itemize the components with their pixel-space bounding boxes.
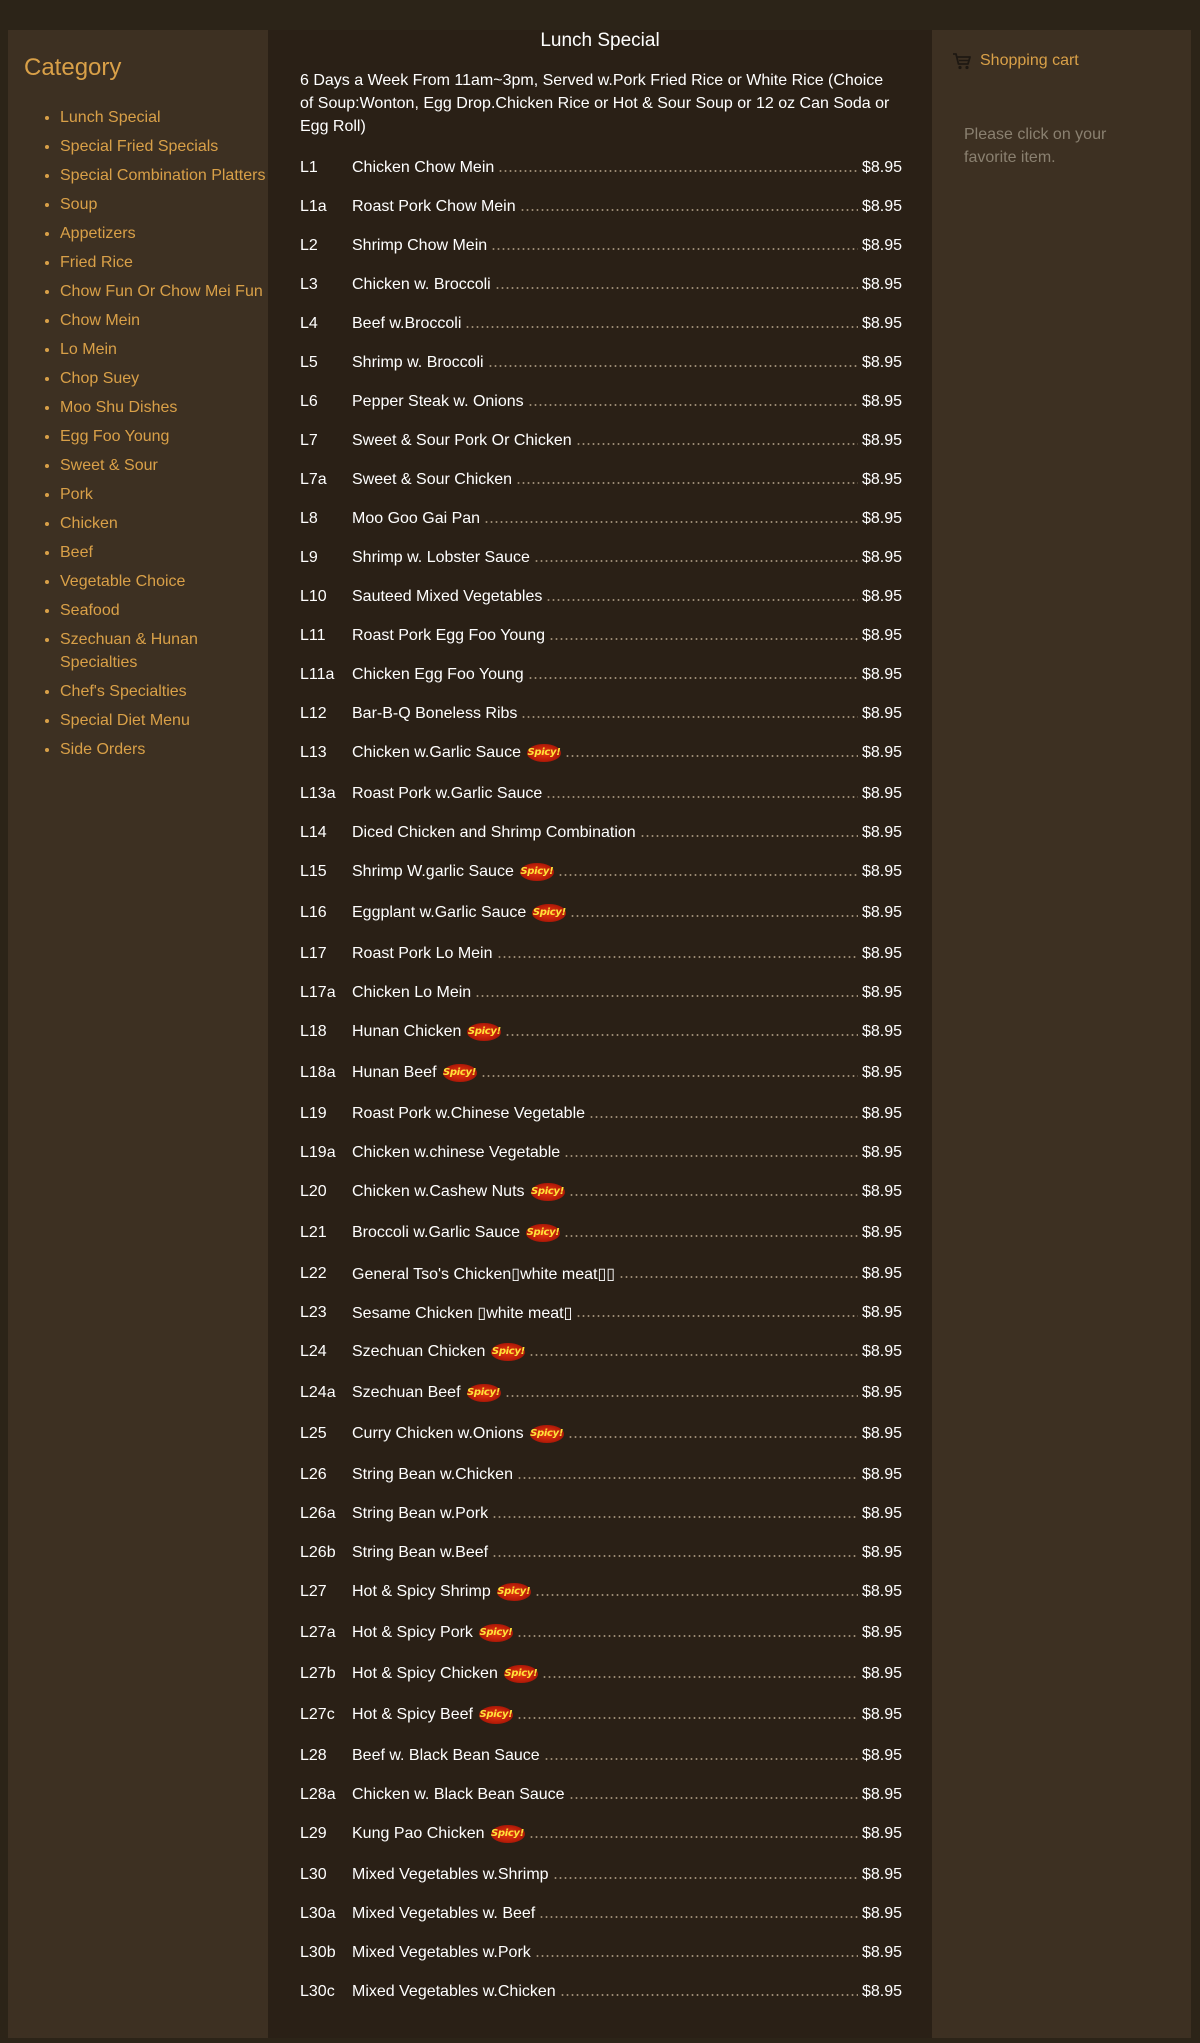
item-name: Shrimp Chow Mein bbox=[352, 237, 488, 254]
dot-leader bbox=[549, 638, 858, 640]
dot-leader bbox=[517, 1477, 858, 1479]
menu-item-row[interactable] bbox=[300, 1062, 902, 1084]
dot-leader bbox=[564, 1235, 858, 1237]
menu-item-row[interactable] bbox=[300, 157, 902, 179]
item-code: L27b bbox=[300, 1665, 336, 1682]
item-name: Chicken w.Garlic Sauce bbox=[352, 744, 521, 761]
dot-leader bbox=[517, 1717, 858, 1719]
item-price: $8.95 bbox=[861, 1866, 902, 1883]
item-price: $8.95 bbox=[861, 1425, 902, 1442]
dot-leader bbox=[505, 1395, 858, 1397]
spicy-badge-icon: Spicy! bbox=[527, 744, 561, 762]
item-code: L2 bbox=[300, 237, 318, 254]
category-link[interactable]: • Sweet & Sour bbox=[60, 454, 270, 477]
item-code: L30b bbox=[300, 1944, 336, 1961]
dot-leader bbox=[546, 796, 858, 798]
item-price: $8.95 bbox=[861, 744, 902, 761]
item-code: L24 bbox=[300, 1343, 327, 1360]
category-link[interactable]: • Seafood bbox=[60, 599, 270, 622]
item-name: Szechuan Beef bbox=[352, 1384, 461, 1401]
dot-leader bbox=[568, 1436, 858, 1438]
item-name: Sesame Chicken ▯white meat▯ bbox=[352, 1305, 573, 1322]
dot-leader bbox=[481, 1075, 858, 1077]
item-code: L12 bbox=[300, 705, 327, 722]
item-price: $8.95 bbox=[861, 1983, 902, 2000]
menu-item-row[interactable] bbox=[300, 1745, 902, 1767]
item-price: $8.95 bbox=[861, 198, 902, 215]
dot-leader bbox=[491, 248, 858, 250]
item-price: $8.95 bbox=[861, 863, 902, 880]
category-sidebar bbox=[8, 30, 268, 2038]
item-code: L20 bbox=[300, 1183, 327, 1200]
item-price: $8.95 bbox=[861, 393, 902, 410]
spicy-badge-icon: Spicy! bbox=[491, 1825, 525, 1843]
item-name: Diced Chicken and Shrimp Combination bbox=[352, 824, 636, 841]
item-name: Bar-B-Q Boneless Ribs bbox=[352, 705, 518, 722]
menu-panel bbox=[268, 30, 932, 2038]
menu-item-row[interactable] bbox=[300, 274, 902, 296]
item-code: L25 bbox=[300, 1425, 327, 1442]
menu-item-row[interactable] bbox=[300, 822, 902, 844]
dot-leader bbox=[517, 1635, 858, 1637]
item-price: $8.95 bbox=[861, 510, 902, 527]
category-link[interactable]: • Side Orders bbox=[60, 738, 270, 761]
menu-item-row[interactable] bbox=[300, 1542, 902, 1564]
item-code: L9 bbox=[300, 549, 318, 566]
category-link[interactable]: • Special Fried Specials bbox=[60, 135, 270, 158]
menu-item-row[interactable] bbox=[300, 1663, 902, 1685]
menu-item-row[interactable] bbox=[300, 1021, 902, 1043]
dot-leader bbox=[576, 1315, 858, 1317]
menu-item-row[interactable] bbox=[300, 783, 902, 805]
dot-leader bbox=[528, 677, 858, 679]
dot-leader bbox=[475, 995, 858, 997]
item-code: L28a bbox=[300, 1786, 336, 1803]
item-price: $8.95 bbox=[861, 159, 902, 176]
menu-item-row[interactable] bbox=[300, 1622, 902, 1644]
item-price: $8.95 bbox=[861, 237, 902, 254]
menu-item-row[interactable] bbox=[300, 1222, 902, 1244]
category-link[interactable]: • Soup bbox=[60, 193, 270, 216]
item-price: $8.95 bbox=[861, 588, 902, 605]
spicy-badge-icon: Spicy! bbox=[467, 1384, 501, 1402]
menu-item-row[interactable] bbox=[300, 625, 902, 647]
item-price: $8.95 bbox=[861, 1747, 902, 1764]
menu-item-row[interactable] bbox=[300, 586, 902, 608]
item-price: $8.95 bbox=[861, 1343, 902, 1360]
dot-leader bbox=[488, 365, 858, 367]
item-name: Chicken w.chinese Vegetable bbox=[352, 1144, 561, 1161]
item-code: L30a bbox=[300, 1905, 336, 1922]
item-name: Chicken Egg Foo Young bbox=[352, 666, 524, 683]
item-code: L27c bbox=[300, 1706, 335, 1723]
item-name: Roast Pork Lo Mein bbox=[352, 945, 493, 962]
item-code: L26 bbox=[300, 1466, 327, 1483]
item-name: Mixed Vegetables w.Chicken bbox=[352, 1983, 556, 2000]
item-name: Beef w.Broccoli bbox=[352, 315, 462, 332]
item-code: L24a bbox=[300, 1384, 336, 1401]
dot-leader bbox=[535, 1594, 858, 1596]
item-name: Eggplant w.Garlic Sauce bbox=[352, 904, 527, 921]
item-name: Sweet & Sour Pork Or Chicken bbox=[352, 432, 572, 449]
item-price: $8.95 bbox=[861, 1023, 902, 1040]
category-link[interactable]: • Chef's Specialties bbox=[60, 680, 270, 703]
menu-item-row[interactable] bbox=[300, 469, 902, 491]
dot-leader bbox=[542, 1676, 858, 1678]
menu-item-row[interactable] bbox=[300, 1382, 902, 1404]
item-code: L4 bbox=[300, 315, 318, 332]
item-name: Curry Chicken w.Onions bbox=[352, 1425, 524, 1442]
menu-item-row[interactable] bbox=[300, 1302, 902, 1324]
item-price: $8.95 bbox=[861, 1624, 902, 1641]
category-link[interactable]: • Fried Rice bbox=[60, 251, 270, 274]
item-price: $8.95 bbox=[861, 1304, 902, 1321]
category-link[interactable]: • Egg Foo Young bbox=[60, 425, 270, 448]
spicy-badge-icon: Spicy! bbox=[479, 1624, 513, 1642]
item-name: Hot & Spicy Beef bbox=[352, 1706, 473, 1723]
menu-item-row[interactable] bbox=[300, 1864, 902, 1886]
item-code: L10 bbox=[300, 588, 327, 605]
item-code: L18a bbox=[300, 1064, 336, 1081]
item-code: L8 bbox=[300, 510, 318, 527]
item-price: $8.95 bbox=[861, 1706, 902, 1723]
item-price: $8.95 bbox=[861, 354, 902, 371]
dot-leader bbox=[569, 1797, 858, 1799]
item-code: L13 bbox=[300, 744, 327, 761]
item-code: L21 bbox=[300, 1224, 327, 1241]
menu-item-row[interactable] bbox=[300, 1103, 902, 1125]
dot-leader bbox=[498, 170, 858, 172]
item-price: $8.95 bbox=[861, 315, 902, 332]
item-price: $8.95 bbox=[861, 549, 902, 566]
dot-leader bbox=[521, 716, 858, 718]
item-price: $8.95 bbox=[861, 1265, 902, 1282]
dot-leader bbox=[564, 1155, 858, 1157]
menu-item-row[interactable] bbox=[300, 1581, 902, 1603]
item-code: L23 bbox=[300, 1304, 327, 1321]
menu-item-row[interactable] bbox=[300, 742, 902, 764]
menu-item-row[interactable] bbox=[300, 196, 902, 218]
dot-leader bbox=[535, 1955, 858, 1957]
item-price: $8.95 bbox=[861, 471, 902, 488]
dot-leader bbox=[558, 874, 858, 876]
item-name: Kung Pao Chicken bbox=[352, 1825, 485, 1842]
menu-item-row[interactable] bbox=[300, 982, 902, 1004]
item-price: $8.95 bbox=[861, 904, 902, 921]
item-price: $8.95 bbox=[861, 1583, 902, 1600]
item-code: L27a bbox=[300, 1624, 336, 1641]
item-price: $8.95 bbox=[861, 705, 902, 722]
category-link[interactable]: • Beef bbox=[60, 541, 270, 564]
item-price: $8.95 bbox=[861, 1544, 902, 1561]
dot-leader bbox=[495, 287, 858, 289]
spicy-badge-icon: Spicy! bbox=[479, 1706, 513, 1724]
menu-item-row[interactable] bbox=[300, 1784, 902, 1806]
dot-leader bbox=[492, 1555, 858, 1557]
item-name: Hot & Spicy Shrimp bbox=[352, 1583, 491, 1600]
dot-leader bbox=[539, 1916, 858, 1918]
menu-item-row[interactable] bbox=[300, 1823, 902, 1845]
spicy-badge-icon: Spicy! bbox=[491, 1343, 525, 1361]
item-code: L7 bbox=[300, 432, 318, 449]
dot-leader bbox=[570, 915, 858, 917]
item-price: $8.95 bbox=[861, 824, 902, 841]
item-name: Hunan Beef bbox=[352, 1064, 437, 1081]
item-price: $8.95 bbox=[861, 1384, 902, 1401]
category-link[interactable]: • Special Diet Menu bbox=[60, 709, 270, 732]
category-link[interactable]: • Chow Mein bbox=[60, 309, 270, 332]
item-code: L26a bbox=[300, 1505, 336, 1522]
menu-item-row[interactable] bbox=[300, 508, 902, 530]
spicy-badge-icon: Spicy! bbox=[504, 1665, 538, 1683]
item-code: L17 bbox=[300, 945, 327, 962]
item-code: L14 bbox=[300, 824, 327, 841]
item-code: L13a bbox=[300, 785, 336, 802]
category-link[interactable]: • Pork bbox=[60, 483, 270, 506]
spicy-badge-icon: Spicy! bbox=[467, 1023, 501, 1041]
category-link[interactable]: • Lunch Special bbox=[60, 106, 270, 129]
spicy-badge-icon: Spicy! bbox=[497, 1583, 531, 1601]
item-name: Roast Pork Chow Mein bbox=[352, 198, 516, 215]
item-name: General Tso's Chicken▯white meat▯▯ bbox=[352, 1266, 616, 1283]
menu-item-row[interactable] bbox=[300, 1423, 902, 1445]
item-name: String Bean w.Beef bbox=[352, 1544, 489, 1561]
menu-item-row[interactable] bbox=[300, 703, 902, 725]
item-name: Chicken w. Black Bean Sauce bbox=[352, 1786, 565, 1803]
item-name: Roast Pork Egg Foo Young bbox=[352, 627, 546, 644]
item-code: L22 bbox=[300, 1265, 327, 1282]
item-code: L30c bbox=[300, 1983, 335, 2000]
item-name: Hot & Spicy Pork bbox=[352, 1624, 473, 1641]
dot-leader bbox=[569, 1194, 858, 1196]
dot-leader bbox=[640, 835, 858, 837]
menu-item-row[interactable] bbox=[300, 391, 902, 413]
item-price: $8.95 bbox=[861, 1224, 902, 1241]
cart-empty-message: Please click on your favorite item. bbox=[964, 126, 1107, 166]
item-name: Szechuan Chicken bbox=[352, 1343, 486, 1360]
dot-leader bbox=[544, 1758, 858, 1760]
menu-item-row[interactable] bbox=[300, 902, 902, 924]
menu-item-row[interactable] bbox=[300, 1942, 902, 1964]
shopping-cart-label: Shopping cart bbox=[980, 52, 1079, 69]
menu-item-row[interactable] bbox=[300, 1181, 902, 1203]
spicy-badge-icon: Spicy! bbox=[520, 863, 554, 881]
dot-leader bbox=[589, 1116, 858, 1118]
dot-leader bbox=[576, 443, 858, 445]
item-name: Chicken w. Broccoli bbox=[352, 276, 491, 293]
category-link[interactable]: • Moo Shu Dishes bbox=[60, 396, 270, 419]
shopping-cart-icon bbox=[952, 52, 972, 70]
item-name: Roast Pork w.Chinese Vegetable bbox=[352, 1105, 586, 1122]
item-name: Mixed Vegetables w. Beef bbox=[352, 1905, 536, 1922]
item-code: L15 bbox=[300, 863, 327, 880]
menu-item-row[interactable] bbox=[300, 1903, 902, 1925]
item-price: $8.95 bbox=[861, 432, 902, 449]
dot-leader bbox=[484, 521, 858, 523]
dot-leader bbox=[619, 1276, 858, 1278]
item-code: L11a bbox=[300, 666, 335, 683]
category-link[interactable]: • Special Combination Platters bbox=[60, 164, 270, 187]
item-price: $8.95 bbox=[861, 276, 902, 293]
menu-item-row[interactable] bbox=[300, 1464, 902, 1486]
item-price: $8.95 bbox=[861, 1064, 902, 1081]
item-price: $8.95 bbox=[861, 1105, 902, 1122]
dot-leader bbox=[553, 1877, 858, 1879]
menu-item-row[interactable] bbox=[300, 861, 902, 883]
item-name: String Bean w.Pork bbox=[352, 1505, 489, 1522]
item-name: Roast Pork w.Garlic Sauce bbox=[352, 785, 543, 802]
item-price: $8.95 bbox=[861, 627, 902, 644]
item-price: $8.95 bbox=[861, 1505, 902, 1522]
item-price: $8.95 bbox=[861, 1944, 902, 1961]
item-price: $8.95 bbox=[861, 785, 902, 802]
category-link[interactable]: • Chop Suey bbox=[60, 367, 270, 390]
shopping-cart-link[interactable] bbox=[952, 52, 1079, 70]
dot-leader bbox=[497, 956, 858, 958]
item-code: L29 bbox=[300, 1825, 327, 1842]
menu-intro: 6 Days a Week From 11am~3pm, Served w.Pork Fried Rice or White Rice (Choice of Soup:Wonton, Egg Drop.Chicken Rice or Hot & Sour Soup or 12 oz Can Soda or Egg Roll) bbox=[300, 72, 890, 135]
item-name: Pepper Steak w. Onions bbox=[352, 393, 524, 410]
item-code: L19a bbox=[300, 1144, 336, 1161]
dot-leader bbox=[546, 599, 858, 601]
item-name: Chicken w.Cashew Nuts bbox=[352, 1183, 525, 1200]
item-name: Sauteed Mixed Vegetables bbox=[352, 588, 543, 605]
item-name: Mixed Vegetables w.Shrimp bbox=[352, 1866, 549, 1883]
page-title: Lunch Special bbox=[540, 30, 660, 51]
item-name: Chicken Chow Mein bbox=[352, 159, 495, 176]
menu-item-row[interactable] bbox=[300, 430, 902, 452]
category-link[interactable]: • Chow Fun Or Chow Mei Fun bbox=[60, 280, 270, 303]
menu-item-row[interactable] bbox=[300, 1341, 902, 1363]
category-link[interactable]: • Szechuan & Hunan Specialties bbox=[60, 628, 270, 674]
item-name: Shrimp W.garlic Sauce bbox=[352, 863, 514, 880]
item-code: L27 bbox=[300, 1583, 327, 1600]
menu-item-row[interactable] bbox=[300, 547, 902, 569]
item-code: L18 bbox=[300, 1023, 327, 1040]
item-price: $8.95 bbox=[861, 1144, 902, 1161]
item-name: Mixed Vegetables w.Pork bbox=[352, 1944, 531, 1961]
item-code: L11 bbox=[300, 627, 326, 644]
category-link[interactable]: • Chicken bbox=[60, 512, 270, 535]
item-code: L1 bbox=[300, 159, 318, 176]
spicy-badge-icon: Spicy! bbox=[530, 1425, 564, 1443]
item-code: L16 bbox=[300, 904, 327, 921]
item-name: Chicken Lo Mein bbox=[352, 984, 472, 1001]
item-code: L26b bbox=[300, 1544, 336, 1561]
menu-item-row[interactable] bbox=[300, 1142, 902, 1164]
dot-leader bbox=[516, 482, 858, 484]
item-name: Hunan Chicken bbox=[352, 1023, 462, 1040]
menu-item-row[interactable] bbox=[300, 313, 902, 335]
item-price: $8.95 bbox=[861, 1786, 902, 1803]
menu-item-row[interactable] bbox=[300, 1263, 902, 1285]
dot-leader bbox=[529, 1836, 858, 1838]
item-name: Shrimp w. Lobster Sauce bbox=[352, 549, 530, 566]
item-price: $8.95 bbox=[861, 1905, 902, 1922]
item-code: L6 bbox=[300, 393, 318, 410]
item-name: Shrimp w. Broccoli bbox=[352, 354, 484, 371]
menu-item-row[interactable] bbox=[300, 235, 902, 257]
item-code: L17a bbox=[300, 984, 336, 1001]
menu-item-row[interactable] bbox=[300, 352, 902, 374]
menu-item-row[interactable] bbox=[300, 1981, 902, 2003]
item-name: Broccoli w.Garlic Sauce bbox=[352, 1224, 521, 1241]
item-price: $8.95 bbox=[861, 1183, 902, 1200]
item-price: $8.95 bbox=[861, 1466, 902, 1483]
dot-leader bbox=[528, 404, 858, 406]
category-link[interactable]: • Appetizers bbox=[60, 222, 270, 245]
category-link[interactable]: • Lo Mein bbox=[60, 338, 270, 361]
item-price: $8.95 bbox=[861, 984, 902, 1001]
dot-leader bbox=[565, 755, 858, 757]
item-code: L5 bbox=[300, 354, 318, 371]
menu-item-row[interactable] bbox=[300, 664, 902, 686]
item-price: $8.95 bbox=[861, 1825, 902, 1842]
dot-leader bbox=[505, 1034, 858, 1036]
dot-leader bbox=[465, 326, 858, 328]
dot-leader bbox=[560, 1994, 858, 1996]
spicy-badge-icon: Spicy! bbox=[531, 1183, 565, 1201]
item-code: L28 bbox=[300, 1747, 327, 1764]
item-name: Moo Goo Gai Pan bbox=[352, 510, 481, 527]
item-name: Hot & Spicy Chicken bbox=[352, 1665, 498, 1682]
item-price: $8.95 bbox=[861, 1665, 902, 1682]
shopping-cart-panel bbox=[932, 30, 1191, 2038]
category-link[interactable]: • Vegetable Choice bbox=[60, 570, 270, 593]
spicy-badge-icon: Spicy! bbox=[443, 1064, 477, 1082]
dot-leader bbox=[529, 1354, 858, 1356]
item-code: L1a bbox=[300, 198, 327, 215]
dot-leader bbox=[492, 1516, 858, 1518]
item-name: Sweet & Sour Chicken bbox=[352, 471, 513, 488]
spicy-badge-icon: Spicy! bbox=[532, 904, 566, 922]
item-code: L3 bbox=[300, 276, 318, 293]
category-list bbox=[34, 106, 270, 767]
item-code: L7a bbox=[300, 471, 327, 488]
dot-leader bbox=[534, 560, 858, 562]
menu-item-row[interactable] bbox=[300, 943, 902, 965]
category-heading: Category bbox=[24, 54, 122, 81]
menu-item-row[interactable] bbox=[300, 1503, 902, 1525]
item-price: $8.95 bbox=[861, 945, 902, 962]
item-name: String Bean w.Chicken bbox=[352, 1466, 513, 1483]
item-code: L19 bbox=[300, 1105, 327, 1122]
top-bar bbox=[0, 0, 1200, 30]
menu-item-row[interactable] bbox=[300, 1704, 902, 1726]
item-price: $8.95 bbox=[861, 666, 902, 683]
item-name: Beef w. Black Bean Sauce bbox=[352, 1747, 540, 1764]
spicy-badge-icon: Spicy! bbox=[526, 1224, 560, 1242]
dot-leader bbox=[520, 209, 858, 211]
item-code: L30 bbox=[300, 1866, 327, 1883]
